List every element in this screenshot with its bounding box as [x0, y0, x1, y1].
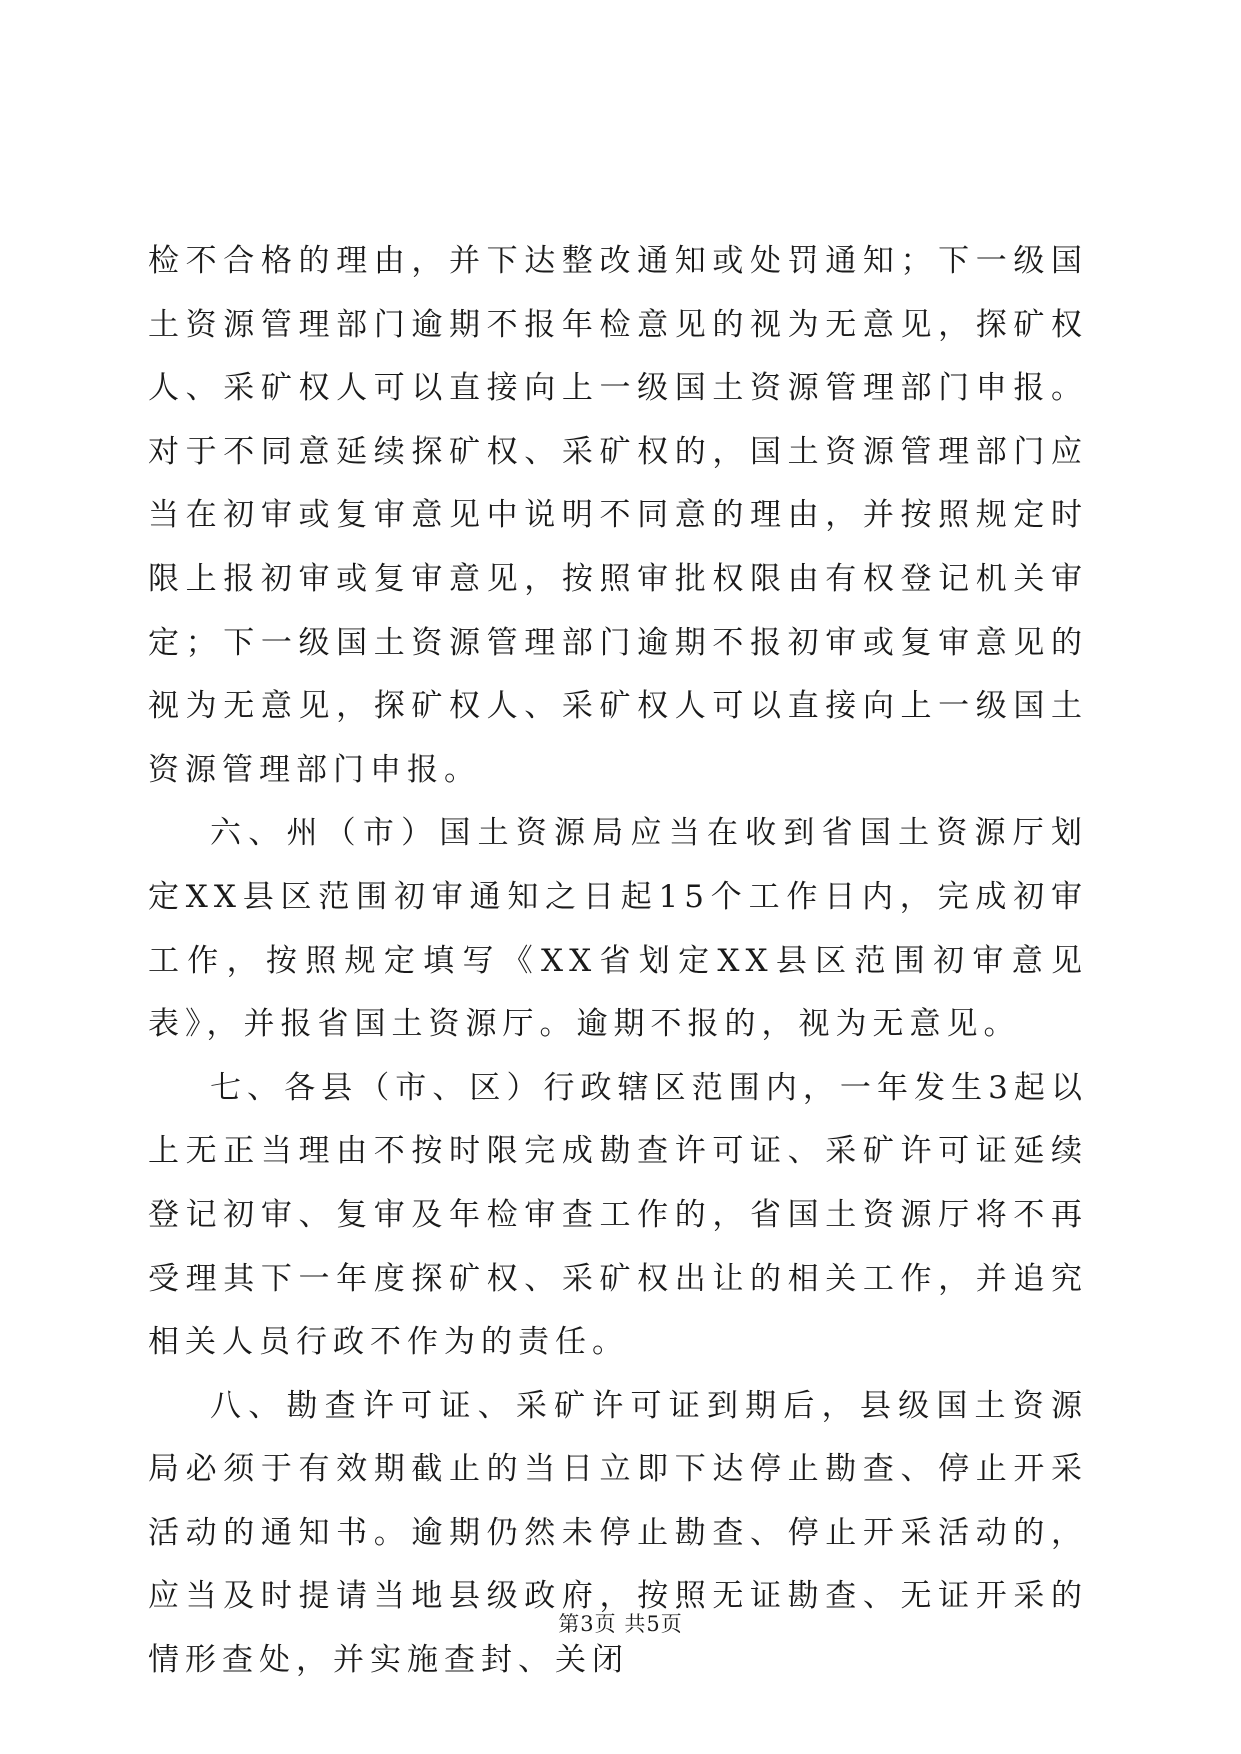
paragraph-six: 六、州（市）国土资源局应当在收到省国土资源厅划定XX县区范围初审通知之日起15个工作日内，完成初审工作，按照规定填写《XX省划定XX县区范围初审意见表》，并报省国土资源厅。逾期不报的，视为无意见。: [148, 815, 1088, 1043]
paragraph-eight: 八、勘查许可证、采矿许可证到期后，县级国土资源局必须于有效期截止的当日立即下达停止勘查、停止开采活动的通知书。逾期仍然未停止勘查、停止开采活动的，应当及时提请当地县级政府，按照无证勘查、无证开采的情形查处，并实施查封、关闭: [148, 1387, 1088, 1679]
paragraph-seven: 七、各县（市、区）行政辖区范围内，一年发生3起以上无正当理由不按时限完成勘查许可证、采矿许可证延续登记初审、复审及年检审查工作的，省国土资源厅将不再受理其下一年度探矿权、采矿权出让的相关工作，并追究相关人员行政不作为的责任。: [148, 1069, 1088, 1361]
page-footer: 第3页 共5页: [558, 1612, 683, 1636]
document-body: [148, 230, 1088, 1693]
paragraph-continuation: 检不合格的理由，并下达整改通知或处罚通知；下一级国土资源管理部门逾期不报年检意见的视为无意见，探矿权人、采矿权人可以直接向上一级国土资源管理部门申报。对于不同意延续探矿权、采矿权的，国土资源管理部门应当在初审或复审意见中说明不同意的理由，并按照规定时限上报初审或复审意见，按照审批权限由有权登记机关审定；下一级国土资源管理部门逾期不报初审或复审意见的视为无意见，探矿权人、采矿权人可以直接向上一级国土资源管理部门申报。: [148, 243, 1088, 788]
